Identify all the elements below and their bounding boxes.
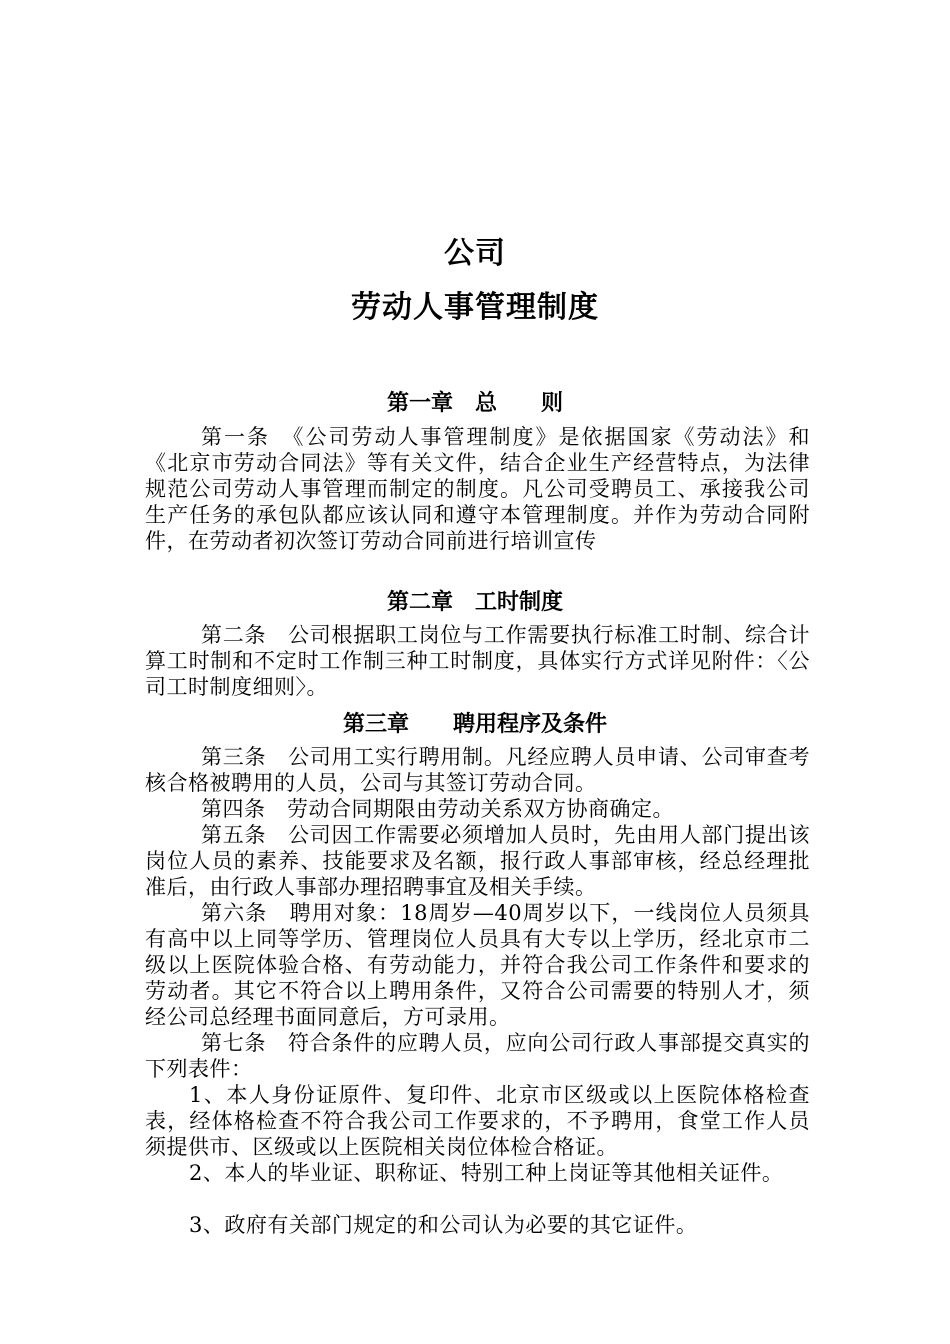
article-7-paragraph: 第七条 符合条件的应聘人员，应向公司行政人事部提交真实的下列表件：	[145, 1031, 810, 1081]
chapter-3-heading: 第三章 聘用程序及条件	[342, 712, 607, 737]
list-item: 1、本人身份证原件、复印件、北京市区级或以上医院体格检查表，经体格检查不符合我公司工作要求的，不予聘用，食堂工作人员须提供市、区级或以上医院相关岗位体检合格证。	[145, 1083, 810, 1159]
list-item: 2、本人的毕业证、职称证、特别工种上岗证等其他相关证件。	[189, 1161, 784, 1185]
document-title: 劳动人事管理制度	[351, 290, 599, 325]
chapter-2-heading: 第二章 工时制度	[386, 590, 563, 615]
document-title-company: 公司	[444, 236, 506, 271]
list-item: 3、政府有关部门规定的和公司认为必要的其它证件。	[189, 1213, 698, 1237]
article-4-paragraph: 第四条 劳动合同期限由劳动关系双方协商确定。	[201, 797, 674, 821]
article-1-paragraph: 第一条 《公司劳动人事管理制度》是依据国家《劳动法》和《北京市劳动合同法》等有关文件，结合企业生产经营特点，为法律规范公司劳动人事管理而制定的制度。凡公司受聘员工、承接我公司生产任务的承包队都应该认同和遵守本管理制度。并作为劳动合同附件，在劳动者初次签订劳动合同前进行培训宣传	[145, 425, 810, 553]
article-3-paragraph: 第三条 公司用工实行聘用制。凡经应聘人员申请、公司审查考核合格被聘用的人员，公司与其签订劳动合同。	[145, 745, 810, 795]
chapter-1-heading: 第一章 总 则	[386, 391, 563, 416]
article-2-paragraph: 第二条 公司根据职工岗位与工作需要执行标准工时制、综合计算工时制和不定时工作制三种工时制度，具体实行方式详见附件：〈公司工时制度细则〉。	[145, 623, 810, 699]
article-6-paragraph: 第六条 聘用对象：18周岁—40周岁以下，一线岗位人员须具有高中以上同等学历、管理岗位人员具有大专以上学历，经北京市二级以上医院体验合格、有劳动能力，并符合我公司工作条件和要求的劳动者。其它不符合以上聘用条件，又符合公司需要的特别人才，须经公司总经理书面同意后，方可录用。	[145, 901, 810, 1029]
article-5-paragraph: 第五条 公司因工作需要必须增加人员时，先由用人部门提出该岗位人员的素养、技能要求及名额，报行政人事部审核，经总经理批准后，由行政人事部办理招聘事宜及相关手续。	[145, 823, 810, 899]
